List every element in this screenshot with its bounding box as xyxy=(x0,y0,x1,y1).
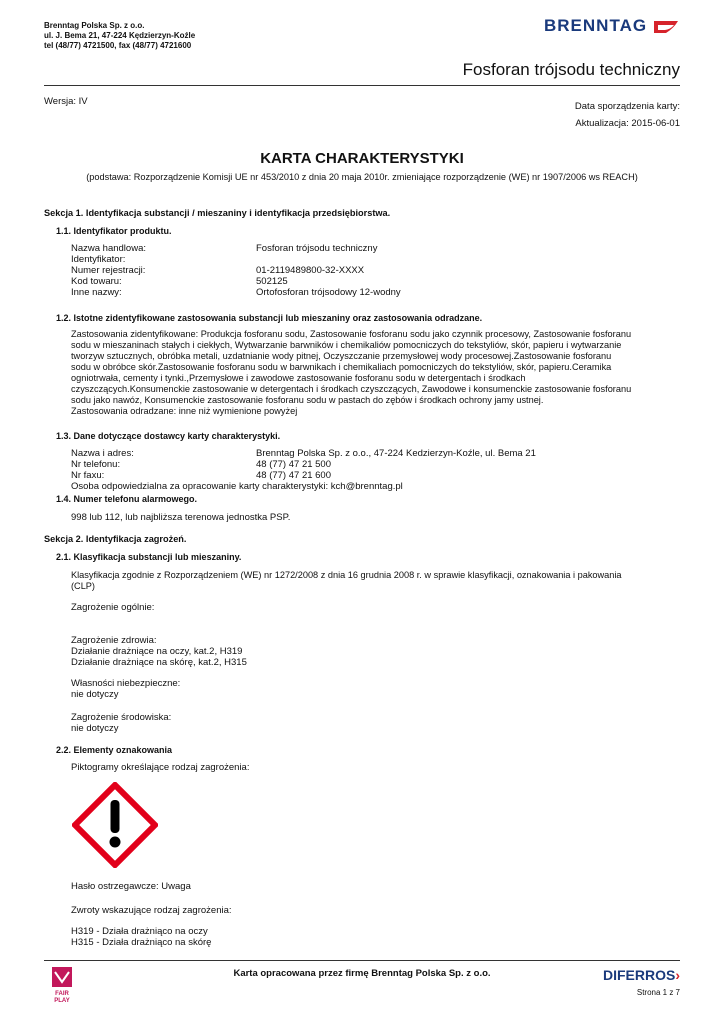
s11-heading: 1.1. Identyfikator produktu. xyxy=(56,226,172,236)
general-hazard-label: Zagrożenie ogólnie: xyxy=(71,602,155,613)
s12-heading: 1.2. Istotne zidentyfikowane zastosowania substancji lub mieszaniny oraz zastosowania odradzane. xyxy=(56,313,483,323)
row-value: 48 (77) 47 21 600 xyxy=(256,470,332,481)
s14-heading: 1.4. Numer telefonu alarmowego. xyxy=(56,494,198,504)
company-street: ul. J. Bema 21, 47-224 Kędzierzyn-Koźle xyxy=(44,31,196,40)
dates-block xyxy=(575,98,680,132)
classification-line: (CLP) xyxy=(71,581,95,591)
classification-text xyxy=(71,570,683,592)
document-title: Fosforan trójsodu techniczny xyxy=(462,60,680,79)
s22-heading: 2.2. Elementy oznakowania xyxy=(56,745,173,755)
product-identifier-table xyxy=(71,243,683,298)
table-row xyxy=(71,470,683,481)
section2-heading: Sekcja 2. Identyfikacja zagrożeń. xyxy=(44,534,187,544)
signal-word: Hasło ostrzegawcze: Uwaga xyxy=(71,881,191,892)
diferros-logo-text: DIFERROS xyxy=(602,967,676,983)
row-key: Identyfikator: xyxy=(71,254,126,265)
row-value: 48 (77) 47 21 500 xyxy=(256,459,332,470)
uses-line: Zastosowania odradzane: inne niż wymienione powyżej xyxy=(71,406,298,416)
brenntag-logo xyxy=(544,16,680,42)
uses-line: sodu w mieszaninach stałych i ciekłych, Wytwarzanie barwników i chemikaliów pomocniczych do tekstyliów, skór, papieru i wytwarzanie xyxy=(71,340,622,350)
ghs-exclamation-pictogram-icon xyxy=(72,782,158,868)
pictograms-label: Piktogramy określające rodzaj zagrożenia: xyxy=(71,762,250,773)
row-key: Numer rejestracji: xyxy=(71,265,146,276)
brenntag-logo-text: BRENNTAG xyxy=(544,16,648,35)
hazard-phrases-label: Zwroty wskazujące rodzaj zagrożenia: xyxy=(71,905,232,916)
environment-hazard-line: nie dotyczy xyxy=(71,723,119,734)
uses-line: tworzyw sztucznych, obróbka metali, uzdatnianie wody pitnej, Oczyszczanie przemysłowej wody procesowej.Zastosowanie fosforanu xyxy=(71,351,612,361)
uses-line: sodu jako nawóz, Konsumenckie zastosowanie fosforanu sodu w pastach do zębów i środkach ochrony jamy ustnej. xyxy=(71,395,544,405)
uses-line: ogniotrwała, cementy i tynki.,Przemysłowe i zawodowe zastosowanie fosforanu sodu w detergentach i środkach xyxy=(71,373,526,383)
prepared-by: Karta opracowana przez firmę Brenntag Polska Sp. z o.o. xyxy=(233,968,491,979)
environment-hazard-block xyxy=(71,712,171,734)
diferros-arrow-icon: › xyxy=(675,967,680,983)
fair-play-text: FAIR PLAY xyxy=(54,991,70,1004)
health-hazard-line: Zagrożenie zdrowia: xyxy=(71,635,157,646)
table-row xyxy=(71,254,683,265)
main-title: KARTA CHARAKTERYSTYKI xyxy=(260,150,464,167)
hazard-properties-line: nie dotyczy xyxy=(71,689,119,700)
legal-basis: (podstawa: Rozporządzenie Komisji UE nr 453/2010 z dnia 20 maja 2010r. zmieniające rozporządzenie (WE) nr 1907/2006 ws REACH) xyxy=(86,172,638,182)
table-row xyxy=(71,265,683,276)
version-label: Wersja: IV xyxy=(44,96,88,107)
row-value: Fosforan trójsodu techniczny xyxy=(256,243,378,254)
footer-divider xyxy=(44,960,680,961)
row-key: Nr telefonu: xyxy=(71,459,121,470)
emergency-phone: 998 lub 112, lub najbliższa terenowa jednostka PSP. xyxy=(71,512,291,523)
table-row xyxy=(71,459,683,470)
row-key: Kod towaru: xyxy=(71,276,122,287)
row-key: Nazwa i adres: xyxy=(71,448,134,459)
health-hazard-line: Działanie drażniące na oczy, kat.2, H319 xyxy=(71,646,243,657)
header-divider xyxy=(44,85,680,86)
health-hazard-block xyxy=(71,635,247,668)
uses-line: sodu w obróbce skór.Zastosowanie fosforanu sodu w barwnikach i chemikaliach pomocniczych do tekstyliów, skór, papieru.Ceramika xyxy=(71,362,612,372)
table-row xyxy=(71,243,683,254)
contact-email-line: Osoba odpowiedzialna za opracowanie karty charakterystyki: kch@brenntag.pl xyxy=(71,481,403,492)
company-address-block xyxy=(44,21,195,51)
page-number: Strona 1 z 7 xyxy=(636,988,680,997)
row-value: 502125 xyxy=(256,276,288,287)
table-row xyxy=(71,276,683,287)
health-hazard-line: Działanie drażniące na skórę, kat.2, H315 xyxy=(71,657,247,668)
brenntag-swoosh-icon xyxy=(652,18,680,36)
row-key: Nazwa handlowa: xyxy=(71,243,146,254)
row-key: Inne nazwy: xyxy=(71,287,122,298)
row-value: 01-2119489800-32-XXXX xyxy=(256,265,365,276)
environment-hazard-line: Zagrożenie środowiska: xyxy=(71,712,172,723)
hazard-phrases-list xyxy=(71,926,211,948)
company-name: Brenntag Polska Sp. z o.o. xyxy=(44,21,145,30)
updated-date: Aktualizacja: 2015-06-01 xyxy=(575,118,680,129)
company-phone: tel (48/77) 4721500, fax (48/77) 4721600 xyxy=(44,41,192,50)
s21-heading: 2.1. Klasyfikacja substancji lub mieszaniny. xyxy=(56,552,242,562)
table-row xyxy=(71,287,683,298)
uses-paragraph xyxy=(71,329,683,417)
row-value xyxy=(256,254,683,265)
table-row xyxy=(71,448,683,459)
classification-line: Klasyfikacja zgodnie z Rozporządzeniem (WE) nr 1272/2008 z dnia 16 grudnia 2008 r. w sprawie klasyfikacji, oznakowania i pakowania xyxy=(71,570,622,580)
hazard-phrase: H315 - Działa drażniąco na skórę xyxy=(71,937,212,948)
row-key: Nr faxu: xyxy=(71,470,105,481)
s13-heading: 1.3. Dane dotyczące dostawcy karty charakterystyki. xyxy=(56,431,281,441)
diferros-logo xyxy=(603,967,680,983)
created-date-label: Data sporządzenia karty: xyxy=(574,101,680,112)
hazard-properties-line: Własności niebezpieczne: xyxy=(71,678,181,689)
uses-line: Zastosowania zidentyfikowane: Produkcja fosforanu sodu, Zastosowanie fosforanu sodu jako czynnik procesowy, Zastosowanie fosforanu xyxy=(71,329,632,339)
supplier-table xyxy=(71,448,683,492)
uses-line: czyszczących.Konsumenckie zastosowanie w detergentach i środkach czyszczących, Zawodowe i konsumenckie zastosowanie fosforanu xyxy=(71,384,632,394)
row-value: Ortofosforan trójsodowy 12-wodny xyxy=(256,287,401,298)
hazard-phrase: H319 - Działa drażniąco na oczy xyxy=(71,926,208,937)
section1-heading: Sekcja 1. Identyfikacja substancji / mieszaniny i identyfikacja przedsiębiorstwa. xyxy=(44,208,391,218)
hazard-properties-block xyxy=(71,678,180,700)
row-value: Brenntag Polska Sp. z o.o., 47-224 Kedzierzyn-Koźle, ul. Bema 21 xyxy=(256,448,536,459)
